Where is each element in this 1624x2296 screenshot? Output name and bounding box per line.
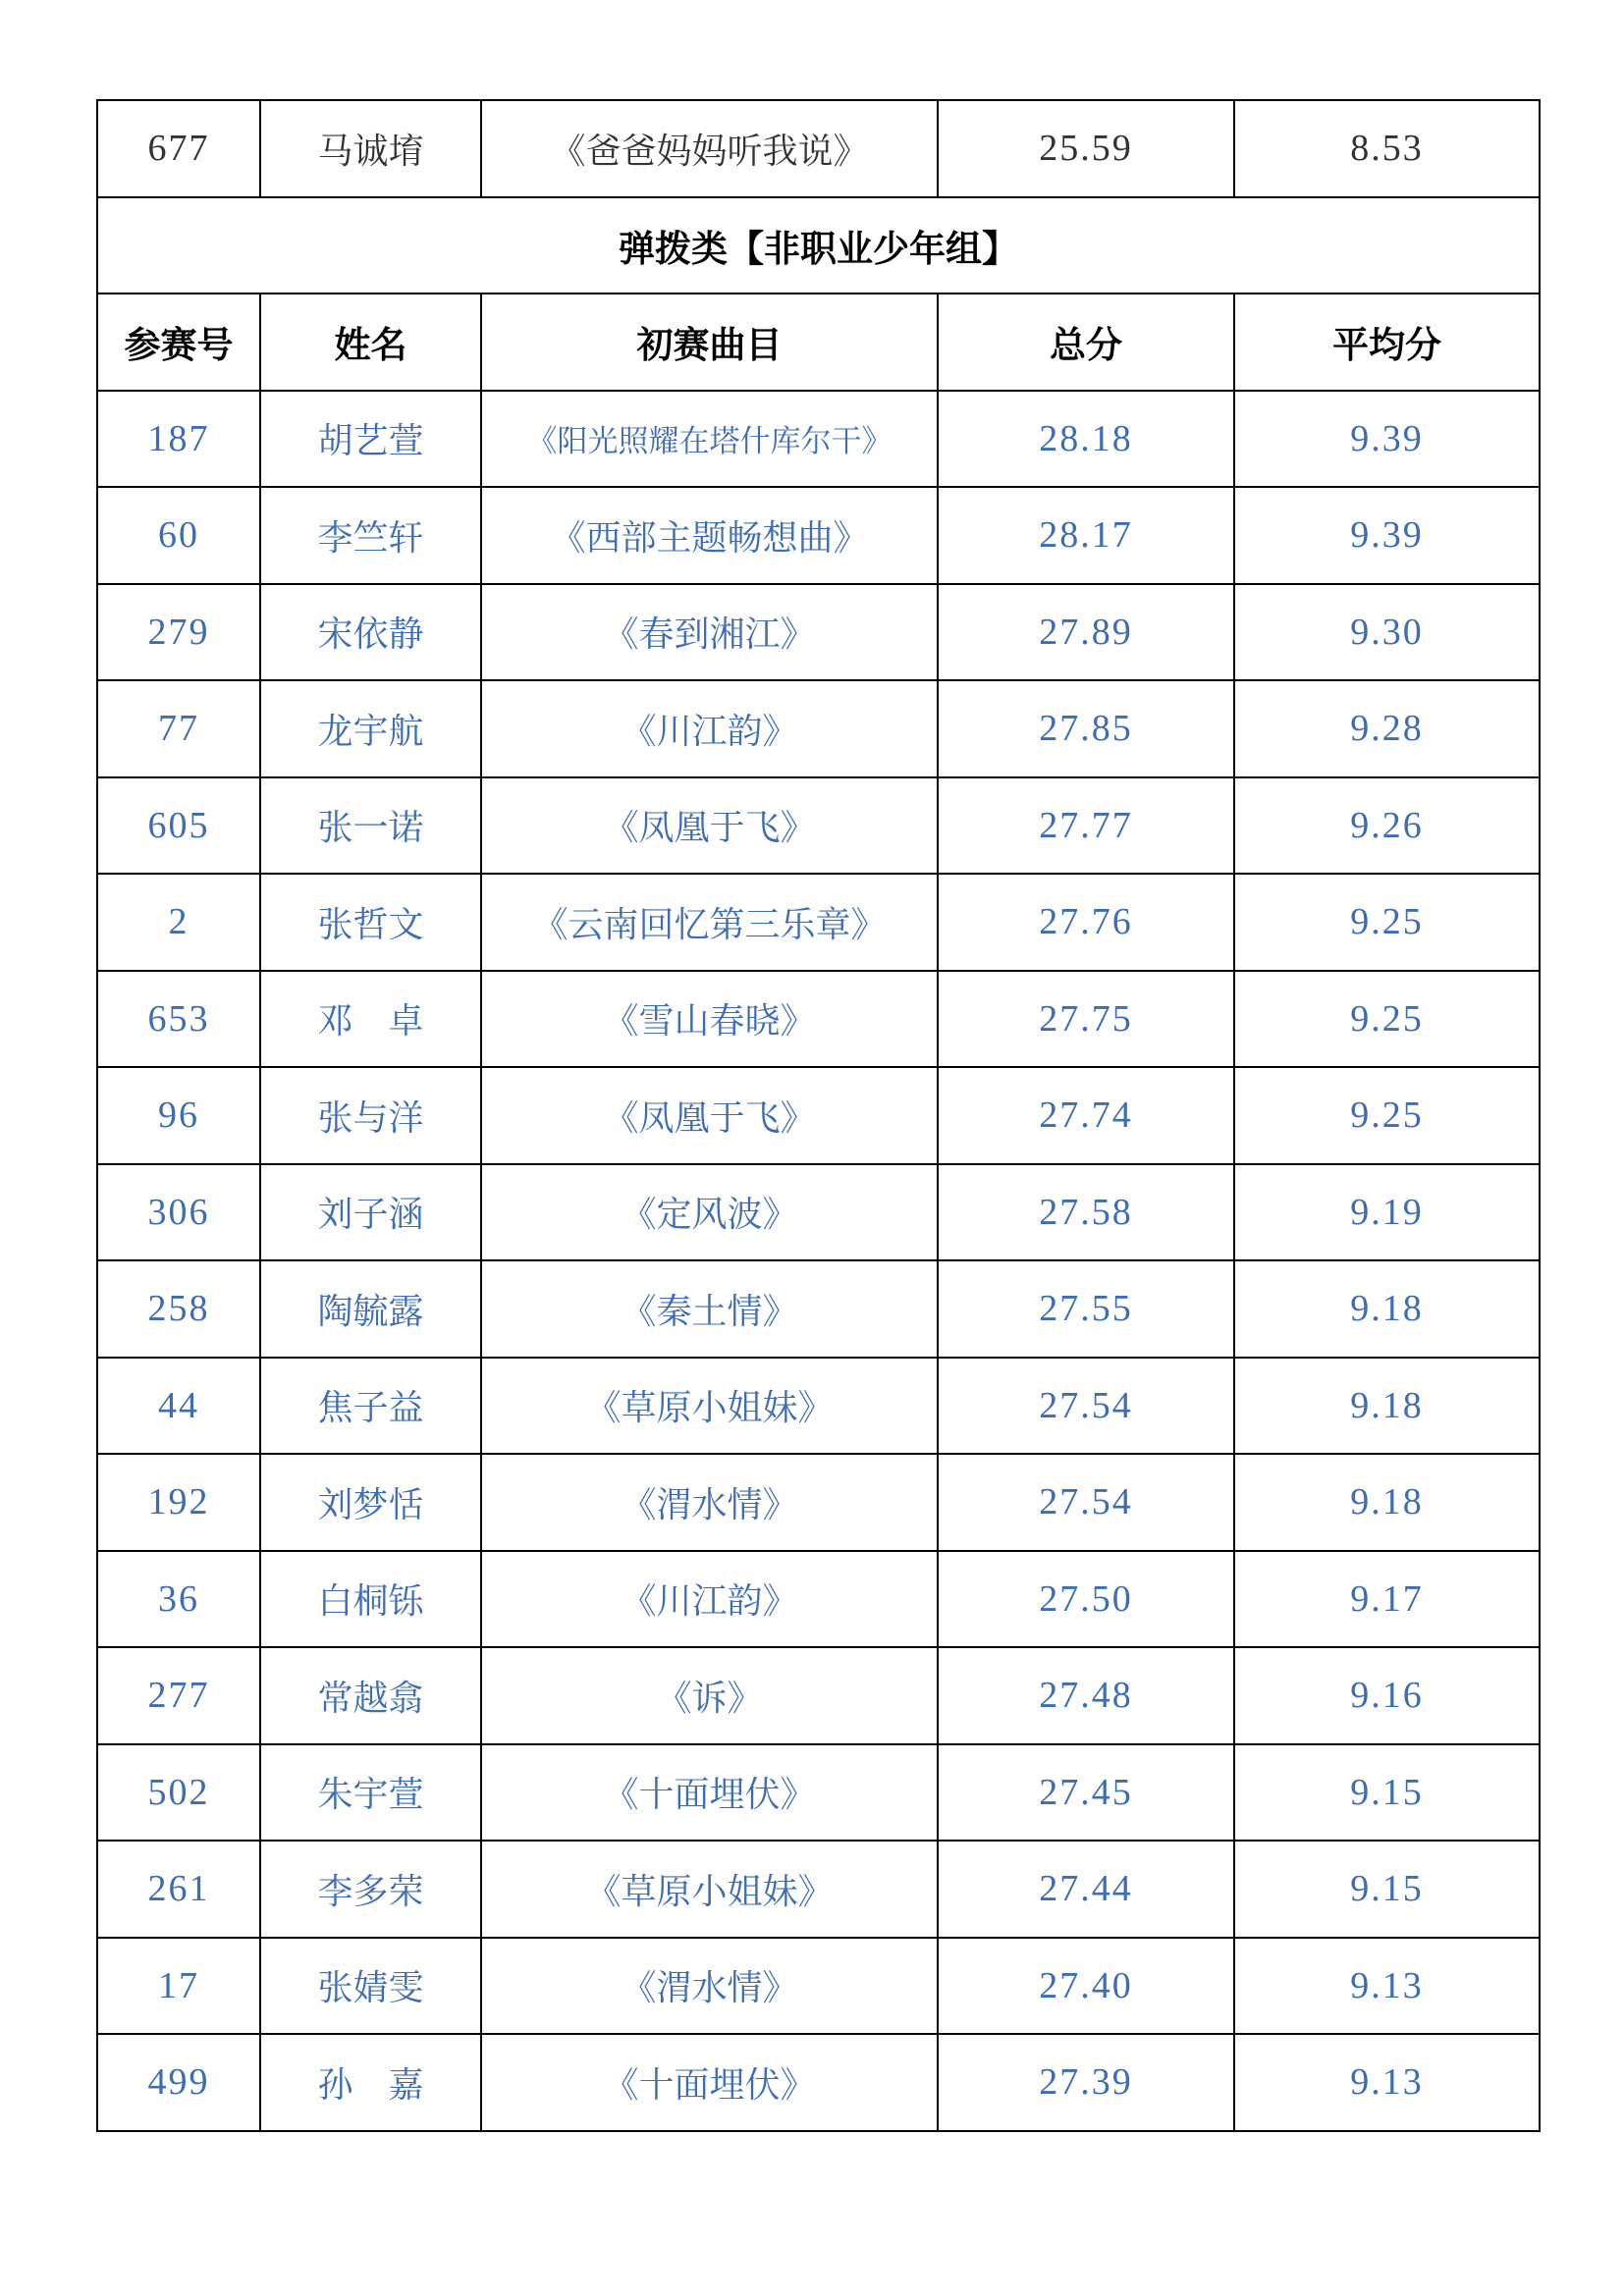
average-score: 9.13 — [1235, 1939, 1541, 2036]
table-row — [98, 1552, 1541, 1649]
entry-number: 187 — [98, 392, 261, 489]
total-score: 28.17 — [939, 488, 1235, 585]
results-table — [96, 99, 1541, 2132]
table-row — [98, 681, 1541, 778]
piece-title: 《诉》 — [482, 1648, 939, 1745]
table-row — [98, 392, 1541, 489]
piece-title: 《春到湘江》 — [482, 585, 939, 682]
average-score: 9.25 — [1235, 1068, 1541, 1165]
average-score: 9.25 — [1235, 875, 1541, 972]
piece-title: 《西部主题畅想曲》 — [482, 488, 939, 585]
table-row — [98, 1359, 1541, 1456]
contestant-name: 陶毓露 — [261, 1261, 482, 1359]
entry-number: 677 — [98, 101, 261, 198]
total-score: 27.54 — [939, 1359, 1235, 1456]
total-score: 27.76 — [939, 875, 1235, 972]
piece-title: 《十面埋伏》 — [482, 1745, 939, 1842]
piece-title: 《云南回忆第三乐章》 — [482, 875, 939, 972]
table-row — [98, 972, 1541, 1069]
entry-number: 653 — [98, 972, 261, 1069]
total-score: 27.44 — [939, 1842, 1235, 1939]
average-score: 9.18 — [1235, 1455, 1541, 1552]
piece-title: 《草原小姐妹》 — [482, 1842, 939, 1939]
average-score: 9.15 — [1235, 1842, 1541, 1939]
piece-title: 《渭水情》 — [482, 1939, 939, 2036]
carryover-row — [98, 101, 1541, 198]
contestant-name: 孙 嘉 — [261, 2035, 482, 2132]
total-score: 27.45 — [939, 1745, 1235, 1842]
entry-number: 277 — [98, 1648, 261, 1745]
average-score: 9.26 — [1235, 778, 1541, 876]
total-score: 27.50 — [939, 1552, 1235, 1649]
piece-title: 《草原小姐妹》 — [482, 1359, 939, 1456]
entry-number: 96 — [98, 1068, 261, 1165]
contestant-name: 朱宇萱 — [261, 1745, 482, 1842]
table-row — [98, 488, 1541, 585]
piece-title: 《川江韵》 — [482, 681, 939, 778]
contestant-name: 焦子益 — [261, 1359, 482, 1456]
total-score: 27.89 — [939, 585, 1235, 682]
contestant-name: 邓 卓 — [261, 972, 482, 1069]
total-score: 27.48 — [939, 1648, 1235, 1745]
contestant-name: 龙宇航 — [261, 681, 482, 778]
piece-title: 《秦土情》 — [482, 1261, 939, 1359]
header-number: 参赛号 — [98, 294, 261, 392]
table-row — [98, 1648, 1541, 1745]
average-score: 9.19 — [1235, 1165, 1541, 1262]
total-score: 27.55 — [939, 1261, 1235, 1359]
piece-title: 《凤凰于飞》 — [482, 1068, 939, 1165]
contestant-name: 胡艺萱 — [261, 392, 482, 489]
total-score: 27.85 — [939, 681, 1235, 778]
results-rows — [98, 392, 1541, 2132]
average-score: 9.18 — [1235, 1261, 1541, 1359]
entry-number: 502 — [98, 1745, 261, 1842]
entry-number: 279 — [98, 585, 261, 682]
contestant-name: 李多荣 — [261, 1842, 482, 1939]
piece-title: 《定风波》 — [482, 1165, 939, 1262]
table-row — [98, 1261, 1541, 1359]
total-score: 27.75 — [939, 972, 1235, 1069]
total-score: 28.18 — [939, 392, 1235, 489]
total-score: 27.77 — [939, 778, 1235, 876]
contestant-name: 刘子涵 — [261, 1165, 482, 1262]
table-row — [98, 1939, 1541, 2036]
total-score: 27.54 — [939, 1455, 1235, 1552]
entry-number: 605 — [98, 778, 261, 876]
total-score: 27.40 — [939, 1939, 1235, 2036]
section-title: 弹拨类【非职业少年组】 — [98, 198, 1541, 295]
average-score: 8.53 — [1235, 101, 1541, 198]
section-title-row — [98, 198, 1541, 295]
piece-title: 《川江韵》 — [482, 1552, 939, 1649]
average-score: 9.13 — [1235, 2035, 1541, 2132]
table-row — [98, 1068, 1541, 1165]
contestant-name: 常越翕 — [261, 1648, 482, 1745]
table-row — [98, 875, 1541, 972]
piece-title: 《十面埋伏》 — [482, 2035, 939, 2132]
entry-number: 192 — [98, 1455, 261, 1552]
header-average: 平均分 — [1235, 294, 1541, 392]
piece-title: 《阳光照耀在塔什库尔干》 — [482, 392, 939, 489]
header-total: 总分 — [939, 294, 1235, 392]
entry-number: 258 — [98, 1261, 261, 1359]
header-piece: 初赛曲目 — [482, 294, 939, 392]
contestant-name: 张一诺 — [261, 778, 482, 876]
contestant-name: 刘梦恬 — [261, 1455, 482, 1552]
table-row — [98, 1455, 1541, 1552]
average-score: 9.18 — [1235, 1359, 1541, 1456]
average-score: 9.15 — [1235, 1745, 1541, 1842]
total-score: 27.74 — [939, 1068, 1235, 1165]
entry-number: 77 — [98, 681, 261, 778]
contestant-name: 张婧雯 — [261, 1939, 482, 2036]
average-score: 9.39 — [1235, 488, 1541, 585]
table-row — [98, 585, 1541, 682]
contestant-name: 白桐铄 — [261, 1552, 482, 1649]
table-row — [98, 1842, 1541, 1939]
contestant-name: 张哲文 — [261, 875, 482, 972]
table-row — [98, 778, 1541, 876]
entry-number: 17 — [98, 1939, 261, 2036]
entry-number: 499 — [98, 2035, 261, 2132]
average-score: 9.16 — [1235, 1648, 1541, 1745]
piece-title: 《渭水情》 — [482, 1455, 939, 1552]
table-row — [98, 2035, 1541, 2132]
total-score: 27.39 — [939, 2035, 1235, 2132]
average-score: 9.25 — [1235, 972, 1541, 1069]
average-score: 9.39 — [1235, 392, 1541, 489]
entry-number: 36 — [98, 1552, 261, 1649]
contestant-name: 宋依静 — [261, 585, 482, 682]
entry-number: 44 — [98, 1359, 261, 1456]
contestant-name: 马诚堉 — [261, 101, 482, 198]
average-score: 9.17 — [1235, 1552, 1541, 1649]
total-score: 25.59 — [939, 101, 1235, 198]
entry-number: 306 — [98, 1165, 261, 1262]
entry-number: 60 — [98, 488, 261, 585]
piece-title: 《雪山春晓》 — [482, 972, 939, 1069]
contestant-name: 李竺轩 — [261, 488, 482, 585]
piece-title: 《爸爸妈妈听我说》 — [482, 101, 939, 198]
average-score: 9.28 — [1235, 681, 1541, 778]
header-name: 姓名 — [261, 294, 482, 392]
total-score: 27.58 — [939, 1165, 1235, 1262]
header-row — [98, 294, 1541, 392]
piece-title: 《凤凰于飞》 — [482, 778, 939, 876]
table-row — [98, 1745, 1541, 1842]
entry-number: 261 — [98, 1842, 261, 1939]
entry-number: 2 — [98, 875, 261, 972]
contestant-name: 张与洋 — [261, 1068, 482, 1165]
average-score: 9.30 — [1235, 585, 1541, 682]
table-row — [98, 1165, 1541, 1262]
